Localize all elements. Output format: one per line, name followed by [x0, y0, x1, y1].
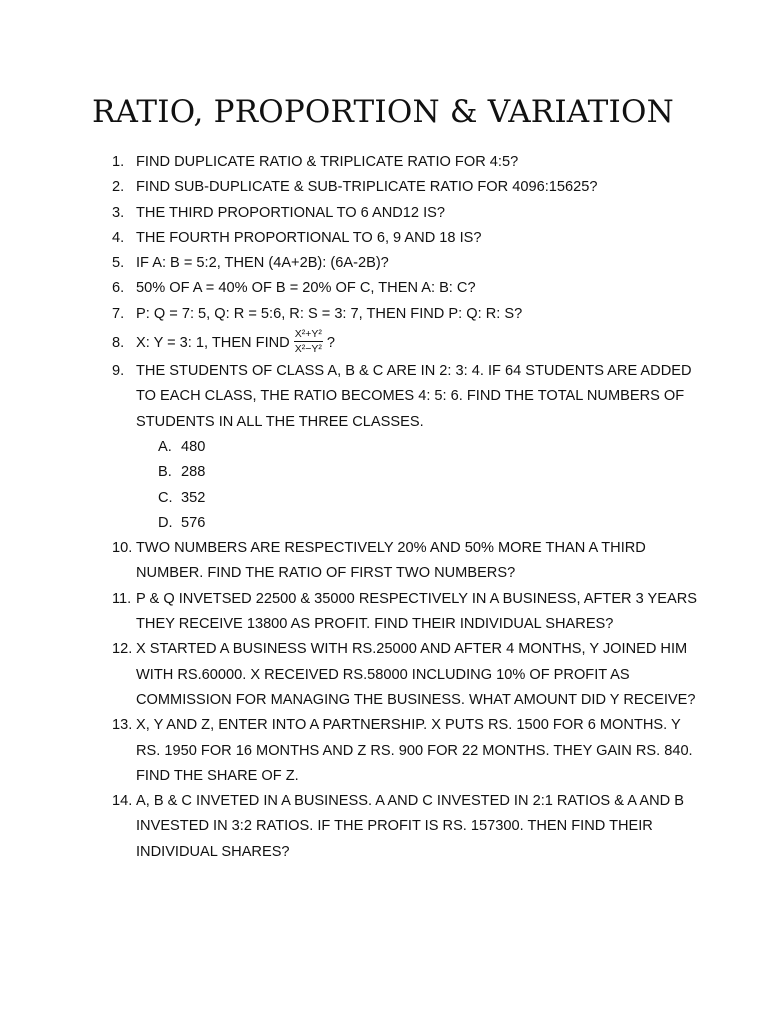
question-number: 10.: [112, 540, 133, 557]
question-11: [0, 587, 768, 638]
option-value: 576: [181, 514, 206, 531]
question-text: THE FOURTH PROPORTIONAL TO 6, 9 AND 18 IS?: [136, 229, 482, 246]
question-number: 4.: [112, 229, 125, 246]
question-5: [0, 251, 768, 276]
option-letter: C.: [158, 489, 173, 506]
question-6: [0, 276, 768, 301]
question-12: [0, 637, 768, 713]
question-text: P & Q INVETSED 22500 & 35000 RESPECTIVELY IN A BUSINESS, AFTER 3 YEARS THEY RECEIVE 13800 AS PROFIT. FIND THEIR INDIVIDUAL SHARES?: [136, 590, 698, 633]
answer-option-b: [136, 460, 708, 485]
question-text: FIND SUB-DUPLICATE & SUB-TRIPLICATE RATIO FOR 4096:15625?: [136, 179, 598, 196]
question-3: [0, 201, 768, 226]
option-value: 288: [181, 464, 206, 481]
question-number: 2.: [112, 179, 125, 196]
question-number: 1.: [112, 154, 125, 170]
option-value: 480: [181, 438, 206, 455]
question-number: 12.: [112, 641, 133, 658]
question-1: [0, 150, 768, 175]
question-number: 14.: [112, 793, 133, 810]
question-text: THE STUDENTS OF CLASS A, B & C ARE IN 2: 3: 4. IF 64 STUDENTS ARE ADDED TO EACH CLASS, THE RATIO BECOMES 4: 5: 6. FIND THE TOTAL NUMBERS OF STUDENTS IN ALL THE THREE CLASSES.: [136, 363, 692, 430]
question-14: [0, 789, 768, 865]
question-8: [0, 327, 768, 359]
question-number: 13.: [112, 717, 133, 734]
question-7: [0, 302, 768, 327]
question-list: [0, 150, 768, 865]
question-number: 6.: [112, 280, 125, 297]
question-9: [0, 359, 768, 536]
question-number: 11.: [112, 590, 132, 607]
question-text: 50% OF A = 40% OF B = 20% OF C, THEN A: B: C?: [136, 280, 476, 297]
question-text: X STARTED A BUSINESS WITH RS.25000 AND AFTER 4 MONTHS, Y JOINED HIM WITH RS.60000. X RECEIVED RS.58000 INCLUDING 10% OF PROFIT AS COMMISSION FOR MANAGING THE BUSINESS. WHAT AMOUNT DID Y RECEIVE?: [136, 641, 696, 708]
question-text: THE THIRD PROPORTIONAL TO 6 AND12 IS?: [136, 204, 445, 221]
question-10: [0, 536, 768, 587]
question-text: [136, 327, 335, 355]
question-number: 7.: [112, 305, 125, 322]
question-text: TWO NUMBERS ARE RESPECTIVELY 20% AND 50% MORE THAN A THIRD NUMBER. FIND THE RATIO OF FIRST TWO NUMBERS?: [136, 540, 646, 582]
question-number: 3.: [112, 204, 125, 221]
question-4: [0, 226, 768, 251]
question-number: 9.: [112, 363, 125, 380]
page-title: RATIO, PROPORTION & VARIATION: [92, 94, 674, 130]
question-text: A, B & C INVETED IN A BUSINESS. A AND C INVESTED IN 2:1 RATIOS & A AND B INVESTED IN 3:2 RATIOS. IF THE PROFIT IS RS. 157300. THEN FIND THEIR INDIVIDUAL SHARES?: [136, 793, 684, 860]
question-text: X, Y AND Z, ENTER INTO A PARTNERSHIP. X PUTS RS. 1500 FOR 6 MONTHS. Y RS. 1950 FOR 16 MONTHS AND Z RS. 900 FOR 22 MONTHS. THEY GAIN RS. 840. FIND THE SHARE OF Z.: [136, 717, 693, 784]
question-number: 8.: [112, 335, 125, 352]
option-letter: A.: [158, 438, 172, 455]
question-2: [0, 175, 768, 200]
fraction-numerator: X²+Y²: [294, 327, 322, 340]
fraction-denominator: X²−Y²: [294, 342, 322, 355]
option-value: 352: [181, 489, 206, 506]
answer-option-a: [136, 435, 708, 460]
answer-options: [136, 435, 708, 536]
question-text: FIND DUPLICATE RATIO & TRIPLICATE RATIO FOR 4:5?: [136, 154, 519, 170]
fraction: [294, 328, 323, 355]
question-text: IF A: B = 5:2, THEN (4A+2B): (6A-2B)?: [136, 255, 389, 272]
answer-option-d: [136, 511, 708, 536]
question-text: P: Q = 7: 5, Q: R = 5:6, R: S = 3: 7, THEN FIND P: Q: R: S?: [136, 305, 523, 322]
answer-option-c: [136, 486, 708, 511]
option-letter: D.: [158, 514, 173, 531]
question-number: 5.: [112, 255, 125, 272]
question-text-suffix: ?: [326, 335, 335, 352]
question-text-prefix: X: Y = 3: 1, THEN FIND: [136, 335, 290, 352]
option-letter: B.: [158, 464, 172, 481]
question-13: [0, 713, 768, 789]
